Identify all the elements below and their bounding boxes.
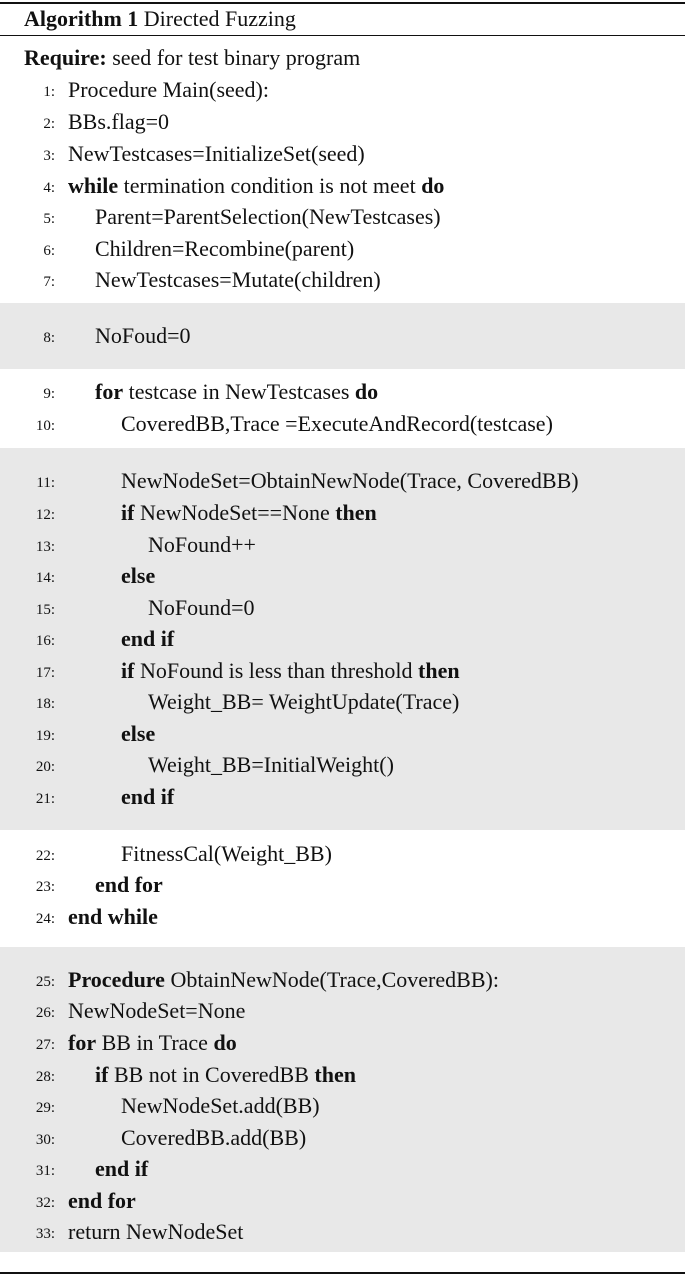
algorithm-line <box>0 625 685 653</box>
line-code <box>68 903 158 931</box>
line-code <box>121 410 553 438</box>
line-number: 32: <box>35 1195 55 1211</box>
line-number: 13: <box>35 539 55 555</box>
code-text: CoveredBB,Trace =ExecuteAndRecord(testcase) <box>121 411 553 436</box>
algorithm-name: Directed Fuzzing <box>143 6 296 31</box>
algorithm-line <box>0 871 685 899</box>
line-number: 8: <box>43 330 55 346</box>
algorithm-line <box>0 467 685 495</box>
keyword: for <box>68 1030 97 1055</box>
keyword: while <box>68 173 119 198</box>
line-number: 26: <box>35 1005 55 1021</box>
code-text: NoFoud=0 <box>95 323 191 348</box>
algorithm-line <box>0 562 685 590</box>
line-number: 7: <box>43 274 55 290</box>
line-number: 22: <box>35 848 55 864</box>
line-code <box>121 625 174 653</box>
line-number: 10: <box>35 418 55 434</box>
code-text: NoFound is less than threshold <box>134 658 419 683</box>
line-number: 30: <box>35 1132 55 1148</box>
algorithm-line <box>0 783 685 811</box>
line-code <box>68 1218 243 1246</box>
line-number: 17: <box>35 665 55 681</box>
line-code <box>95 1061 356 1089</box>
line-code <box>68 1029 237 1057</box>
algorithm-line <box>0 840 685 868</box>
algorithm-line <box>0 76 685 104</box>
line-code <box>68 966 499 994</box>
line-number: 27: <box>35 1037 55 1053</box>
keyword: end if <box>121 626 175 651</box>
line-number: 3: <box>43 148 55 164</box>
line-number: 21: <box>35 791 55 807</box>
code-text: Procedure Main(seed): <box>68 77 269 102</box>
line-code <box>95 266 381 294</box>
line-code <box>121 562 155 590</box>
keyword: Procedure <box>68 967 165 992</box>
code-text: testcase in NewTestcases <box>123 379 355 404</box>
line-code <box>68 172 444 200</box>
algorithm-line <box>0 1061 685 1089</box>
line-code <box>68 997 245 1025</box>
keyword: then <box>418 658 460 683</box>
code-text: termination condition is not meet <box>118 173 422 198</box>
line-number: 25: <box>35 974 55 990</box>
code-text: Children=Recombine(parent) <box>95 236 355 261</box>
code-text: NoFound++ <box>148 532 256 557</box>
line-code <box>68 76 269 104</box>
line-code <box>95 378 378 406</box>
line-code <box>95 203 441 231</box>
algorithm-line <box>0 1187 685 1215</box>
algorithm-line <box>0 235 685 263</box>
require-label: Require: <box>24 45 107 70</box>
algorithm-line <box>0 378 685 406</box>
algorithm-line <box>0 266 685 294</box>
keyword: else <box>121 721 156 746</box>
require-text: seed for test binary program <box>106 45 361 70</box>
algorithm-line <box>0 410 685 438</box>
algorithm-line <box>0 657 685 685</box>
algorithm-line <box>0 688 685 716</box>
algorithm-line <box>0 531 685 559</box>
line-code <box>148 751 394 779</box>
line-number: 23: <box>35 879 55 895</box>
line-number: 11: <box>36 475 55 491</box>
code-text: return NewNodeSet <box>68 1219 244 1244</box>
algorithm-line <box>0 499 685 527</box>
code-text: ObtainNewNode(Trace,CoveredBB): <box>164 967 499 992</box>
line-code <box>95 322 191 350</box>
algorithm-line <box>0 322 685 350</box>
line-number: 28: <box>35 1069 55 1085</box>
line-code <box>148 594 255 622</box>
line-number: 31: <box>35 1163 55 1179</box>
line-code <box>68 140 365 168</box>
algorithm-line <box>0 1029 685 1057</box>
code-text: Weight_BB=InitialWeight() <box>148 752 394 777</box>
keyword: if <box>121 658 135 683</box>
algorithm-line <box>0 903 685 931</box>
line-code <box>95 1155 148 1183</box>
code-text: BB in Trace <box>96 1030 214 1055</box>
code-text: FitnessCal(Weight_BB) <box>121 841 332 866</box>
line-number: 33: <box>35 1226 55 1242</box>
code-text: BBs.flag=0 <box>68 109 170 134</box>
line-code <box>68 1187 136 1215</box>
algorithm-line <box>0 594 685 622</box>
line-code <box>148 531 256 559</box>
line-code <box>148 688 459 716</box>
line-number: 5: <box>43 211 55 227</box>
algorithm-line <box>0 140 685 168</box>
algorithm-line <box>0 720 685 748</box>
code-text: NewNodeSet.add(BB) <box>121 1093 320 1118</box>
algorithm-line <box>0 203 685 231</box>
line-code <box>121 840 332 868</box>
algorithm-line <box>0 966 685 994</box>
bottom-rule <box>0 1272 685 1274</box>
line-code <box>95 235 354 263</box>
algorithm-line <box>0 997 685 1025</box>
line-number: 2: <box>43 116 55 132</box>
line-number: 20: <box>35 759 55 775</box>
line-code <box>121 499 377 527</box>
algorithm-line <box>0 172 685 200</box>
code-text: NewTestcases=InitializeSet(seed) <box>68 141 365 166</box>
algorithm-line <box>0 1155 685 1183</box>
line-code <box>121 1092 320 1120</box>
line-code <box>121 783 174 811</box>
line-number: 29: <box>35 1100 55 1116</box>
keyword: end if <box>95 1156 149 1181</box>
keyword: end while <box>68 904 158 929</box>
keyword: else <box>121 563 156 588</box>
code-text: Weight_BB= WeightUpdate(Trace) <box>148 689 460 714</box>
line-code <box>95 871 163 899</box>
code-text: NewNodeSet==None <box>134 500 336 525</box>
algorithm-line <box>0 108 685 136</box>
code-text: NewNodeSet=None <box>68 998 246 1023</box>
code-text: NewTestcases=Mutate(children) <box>95 267 381 292</box>
keyword: for <box>95 379 124 404</box>
keyword: then <box>314 1062 356 1087</box>
keyword: end for <box>68 1188 136 1213</box>
keyword: if <box>121 500 135 525</box>
line-code <box>68 108 169 136</box>
line-number: 6: <box>43 243 55 259</box>
line-code <box>121 1124 306 1152</box>
line-number: 4: <box>43 180 55 196</box>
keyword: if <box>95 1062 109 1087</box>
line-number: 12: <box>35 507 55 523</box>
code-text: BB not in CoveredBB <box>108 1062 315 1087</box>
algorithm-label: Algorithm 1 <box>24 6 139 31</box>
algorithm-line <box>0 1092 685 1120</box>
code-text: Parent=ParentSelection(NewTestcases) <box>95 204 441 229</box>
code-text: NoFound=0 <box>148 595 255 620</box>
keyword: then <box>335 500 377 525</box>
code-text: CoveredBB.add(BB) <box>121 1125 307 1150</box>
keyword: end for <box>95 872 163 897</box>
line-number: 14: <box>35 570 55 586</box>
top-rule <box>0 2 685 4</box>
code-text: NewNodeSet=ObtainNewNode(Trace, CoveredBB) <box>121 468 579 493</box>
line-number: 16: <box>35 633 55 649</box>
line-number: 19: <box>35 728 55 744</box>
line-number: 15: <box>35 602 55 618</box>
line-number: 1: <box>43 84 55 100</box>
line-number: 24: <box>35 911 55 927</box>
keyword: do <box>213 1030 237 1055</box>
line-number: 18: <box>35 696 55 712</box>
header-rule <box>0 35 685 36</box>
line-number: 9: <box>43 386 55 402</box>
line-code <box>121 467 579 495</box>
algorithm-line <box>0 751 685 779</box>
keyword: do <box>354 379 379 404</box>
line-code <box>121 657 460 685</box>
algorithm-line <box>0 1218 685 1246</box>
algorithm-title <box>24 5 296 33</box>
algorithm-line <box>0 1124 685 1152</box>
keyword: end if <box>121 784 175 809</box>
keyword: do <box>421 173 445 198</box>
line-code <box>121 720 155 748</box>
